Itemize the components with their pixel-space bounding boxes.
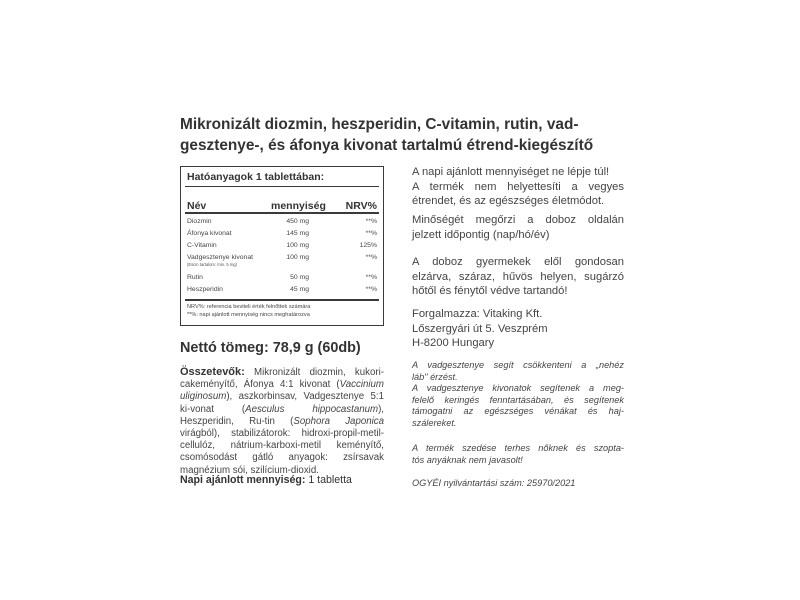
ingredients-part: ), aszkorbinsav, Vadgesztenye 5:1 ki-vonat ( [180, 391, 384, 415]
table-row [181, 274, 383, 284]
ingredient-amount: 45 mg [290, 286, 309, 293]
table-row [181, 254, 383, 270]
ingredient-amount: 50 mg [290, 274, 309, 281]
divider [185, 186, 379, 187]
text-line: felelő keringés fenntartásában, és segítenek [412, 394, 624, 405]
storage-paragraph [412, 213, 624, 242]
ingredient-amount: 450 mg [286, 218, 309, 225]
column-header-name: Név [187, 200, 207, 212]
text-line: jelzett időpontig (nap/hó/év) [412, 228, 550, 241]
ogyei-registration: OGYÉI nyilvántartási szám: 25970/2021 [412, 478, 576, 488]
daily-dose-label: Napi ajánlott mennyiség: [180, 474, 306, 486]
text-line: A termék szedése terhes nőknek és szopta- [412, 443, 624, 453]
ingredients-part: Mikronizált diozmin, kukori-cakeményítő, Áfonya 4:1 kivonat ( [180, 367, 384, 391]
ingredient-nrv: **% [365, 274, 377, 281]
ingredient-name: C-Vitamin [187, 242, 217, 249]
text-line: H-8200 Hungary [412, 337, 495, 350]
product-title [180, 114, 620, 156]
warning-paragraph [412, 165, 624, 209]
daily-dose-value: 1 tabletta [305, 474, 352, 486]
table-row [181, 230, 383, 240]
text-line: tós anyáknak nem javasolt! [412, 454, 523, 465]
ingredients-part: ), Heszperidin, Ru-tin ( [180, 403, 384, 427]
column-header-nrv: NRV% [345, 200, 377, 212]
net-weight: Nettó tömeg: 78,9 g (60db) [180, 340, 361, 356]
text-line: Lőszergyári út 5. Veszprém [412, 322, 548, 335]
ingredients-text [180, 366, 384, 477]
text-line: hőtől és fénytől védve tartandó! [412, 285, 568, 298]
ingredients-label: Összetevők: [180, 366, 245, 378]
nutrition-heading: Hatóanyagok 1 tablettában: [187, 171, 325, 183]
ingredients-part: virágból), stabilizátorok: hidroxi-propil-metil-cellulóz, nátrium-karboxi-metil keményítő, csomósodást gátló anyagok: zsírsavak magnézium sói, szilícium-dioxid. [180, 428, 384, 476]
table-row [181, 218, 383, 228]
ingredient-nrv: **% [365, 254, 377, 261]
text-line: szálereket. [412, 417, 457, 428]
text-line: láb" érzést. [412, 371, 458, 382]
ingredient-amount: 100 mg [286, 242, 309, 249]
table-row [181, 242, 383, 252]
pregnancy-warning [412, 443, 624, 466]
health-claims [412, 360, 624, 430]
ingredient-amount: 145 mg [286, 230, 309, 237]
children-paragraph [412, 255, 624, 299]
title-line-2: gesztenye-, és áfonya kivonat tartalmú étrend-kiegészítő [180, 137, 594, 154]
text-line: A vadgesztenye segít csökkenteni a „nehéz [412, 360, 624, 370]
ingredients-latin: Sophora Japonica [293, 415, 384, 427]
footnote-nrv: NRV%: referencia beviteli érték felnőttek számára [187, 304, 311, 310]
text-line: A napi ajánlott mennyiséget ne lépje túl! [412, 166, 610, 178]
ingredient-note: (Escin tartalom: min. 5 mg) [187, 262, 238, 267]
ingredient-name: Diozmin [187, 218, 212, 225]
daily-dose [180, 474, 352, 486]
ingredient-nrv: **% [365, 286, 377, 293]
ingredient-name: Vadgesztenye kivonat [187, 254, 253, 261]
ingredient-nrv: **% [365, 230, 377, 237]
column-header-amount: mennyiség [271, 200, 326, 212]
text-line: étrendet, és az egészséges életmódot. [412, 195, 605, 208]
ingredient-amount: 100 mg [286, 254, 309, 261]
divider [185, 212, 379, 214]
text-line: elzárva, száraz, hűvös helyen, sugárzó [412, 270, 624, 283]
text-line: Forgalmazza: Vitaking Kft. [412, 308, 543, 320]
nutrition-table [180, 166, 384, 326]
ingredient-name: Heszperidin [187, 286, 223, 293]
divider [185, 299, 379, 301]
ingredient-nrv: **% [365, 218, 377, 225]
text-line: A doboz gyermekek elől gondosan [412, 256, 624, 268]
ingredient-name: Áfonya kivonat [187, 230, 232, 237]
text-line: Minőségét megőrzi a doboz oldalán [412, 214, 624, 226]
footnote-asterisk: **%: napi ajánlott mennyiség nincs meghatározva [187, 312, 310, 318]
table-row [181, 286, 383, 296]
ingredient-nrv: 125% [359, 242, 377, 249]
ingredients-latin: Aesculus hippocastanum [245, 403, 379, 415]
text-line: A vadgesztenye kivonatok segítenek a meg- [412, 383, 624, 394]
text-line: támogatni az egészséges vénákat és haj- [412, 406, 624, 417]
ingredients-latin: Vaccinium uliginosum [180, 379, 384, 403]
text-line: A termék nem helyettesíti a vegyes [412, 180, 624, 193]
distributor-address [412, 307, 624, 351]
ingredient-name: Rutin [187, 274, 203, 281]
title-line-1: Mikronizált diozmin, heszperidin, C-vitamin, rutin, vad- [180, 116, 579, 133]
